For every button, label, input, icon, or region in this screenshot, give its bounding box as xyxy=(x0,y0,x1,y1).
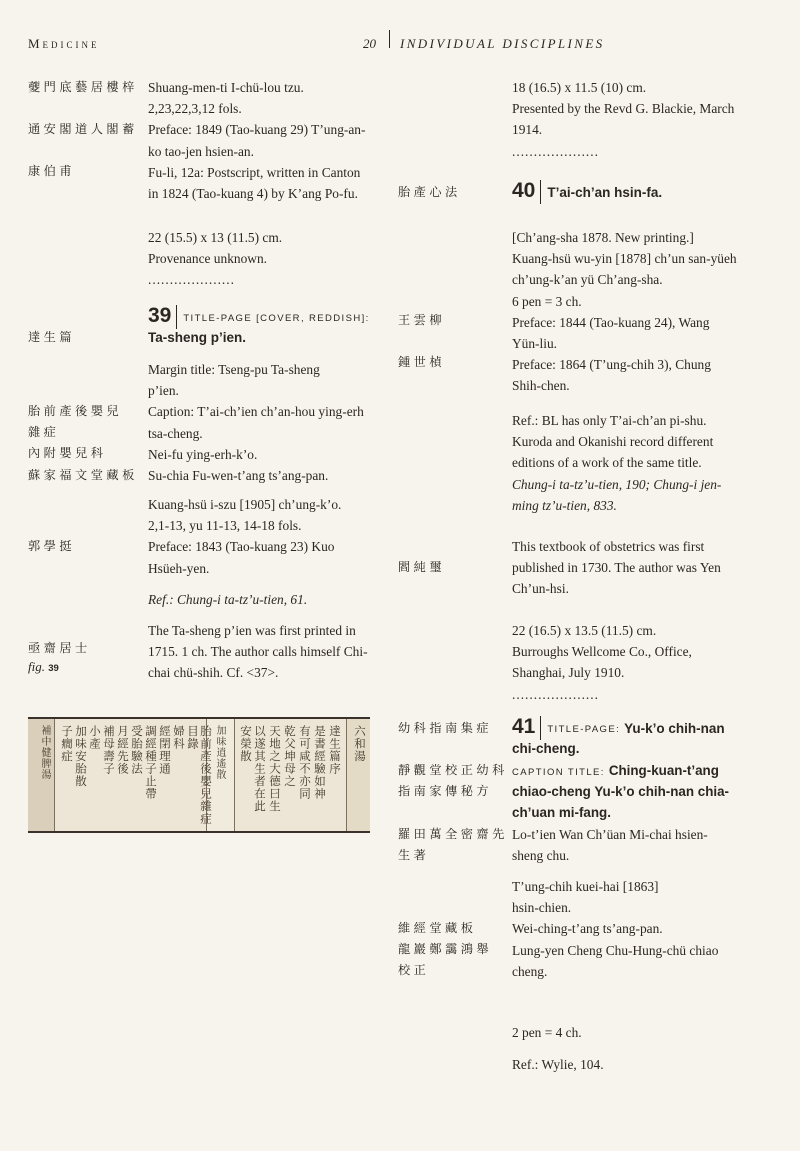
separator-dots: .................... xyxy=(148,272,235,288)
plate-column: 胎前產後嬰兒雜症目錄 xyxy=(186,725,213,825)
plate-column: 以遂其生者在此 xyxy=(253,725,267,813)
entry-tag: TITLE-PAGE: xyxy=(547,724,621,735)
text-line: ch’ung-k’an yü Ch’ang-sha. xyxy=(512,272,663,288)
cjk-line: 羅田萬全密齋先 xyxy=(398,827,508,841)
text-line: hsin-chien. xyxy=(512,900,572,916)
plate-column: 子癇症 xyxy=(60,725,74,763)
entry-number: 39 xyxy=(148,305,177,329)
cjk-line: 維經堂藏板 xyxy=(398,921,477,935)
figure-39-plate xyxy=(28,717,370,833)
cjk-line: 生著 xyxy=(398,848,430,863)
text-line: 18 (16.5) x 11.5 (10) cm. xyxy=(512,80,647,95)
cjk-line: 指南家傳秘方 xyxy=(398,784,493,799)
text-line: Wei-ching-t’ang ts’ang-pan. xyxy=(512,921,663,937)
text-line: 6 pen = 3 ch. xyxy=(512,293,582,309)
text-line: This textbook of obstetrics was first xyxy=(512,539,705,554)
entry-39-note xyxy=(148,620,373,684)
cjk-caption xyxy=(398,760,508,802)
plate-column: 加味逍遙散 xyxy=(214,725,225,780)
cjk-line: 內附嬰兒科 xyxy=(28,446,107,461)
text-line: Chung-i ta-tz’u-tien, 190; Chung-i jen- xyxy=(512,476,722,492)
plate-rule xyxy=(234,719,235,831)
cjk-line: 蘇家福文堂藏板 xyxy=(28,467,138,482)
plate-column: 天地之大德曰生 xyxy=(268,725,282,813)
cjk-wang: 王雲柳 xyxy=(398,313,446,327)
text-line: Kuroda and Okanishi record different xyxy=(512,434,714,450)
text-line: Lo-t’ien Wan Ch’üan Mi-chai hsien- xyxy=(512,827,708,842)
text-line: 2,1-13, yu 11-13, 14-18 fols. xyxy=(148,518,302,534)
text-line: cheng. xyxy=(512,963,548,979)
text-line: Ref.: BL has only T’ai-ch’an pi-shu. xyxy=(512,413,707,428)
text-line: Fu-li, 12a: Postscript, written in Canton xyxy=(148,164,361,180)
fig-label-text: fig. xyxy=(28,659,45,674)
entry-40-meta xyxy=(512,620,787,705)
cjk-yen: 閻純璽 xyxy=(398,560,446,574)
plate-column: 安榮散 xyxy=(239,725,253,763)
cjk-line: 龍巖鄭靄鴻舉 xyxy=(398,942,493,957)
entry-41-edition xyxy=(512,876,787,982)
text-line: tsa-cheng. xyxy=(148,425,203,441)
text-line: Preface: 1849 (Tao-kuang 29) T’ung-an- xyxy=(148,122,366,138)
cjk-entry1 xyxy=(28,77,138,183)
text-line: Yün-liu. xyxy=(512,336,558,352)
cjk-line: 胎前產後嬰兒 xyxy=(28,404,123,418)
text-line: Ch’un-hsi. xyxy=(512,581,569,597)
text-line: chai chü-shih. Cf. <37>. xyxy=(148,665,279,681)
text-line: Preface: 1864 (T’ung-chih 3), Chung xyxy=(512,357,711,373)
text-line: sheng chu. xyxy=(512,848,570,864)
entry-1-meta xyxy=(148,227,373,291)
cjk-line: 䕫門底藝居樓梓 xyxy=(28,80,138,94)
figure-label xyxy=(28,659,59,675)
text-line: Preface: 1844 (Tao-kuang 24), Wang xyxy=(512,314,710,330)
plate-column: 達生篇序 xyxy=(328,725,342,775)
plate-column: 調經種子止帶 xyxy=(144,725,158,800)
text-line: T’ung-chih kuei-hai [1863] xyxy=(512,879,659,894)
plate-column: 是書經驗如神 xyxy=(313,725,327,800)
page-number: 20 xyxy=(363,36,376,51)
entry-39-title: Ta-sheng p’ien. xyxy=(148,330,247,345)
cjk-entry39-group xyxy=(28,401,138,486)
cjk-lo xyxy=(398,824,508,866)
fig-number: 39 xyxy=(48,663,59,674)
text-line: Preface: 1843 (Tao-kuang 23) Kuo xyxy=(148,539,335,555)
text-line: Presented by the Revd G. Blackie, March xyxy=(512,101,735,117)
entry-number: 40 xyxy=(512,180,541,204)
text-line: 1914. xyxy=(512,122,543,138)
entry-41-title-cont: chi-cheng. xyxy=(512,741,580,756)
text-line: editions of a work of the same title. xyxy=(512,455,702,471)
plate-column: 受胎驗法 xyxy=(130,725,144,775)
plate-rule xyxy=(346,719,347,831)
header-divider xyxy=(389,30,390,48)
text-line: Kuang-hsü i-szu [1905] ch’ung-k’o. xyxy=(148,497,342,512)
cjk-entry41-title: 幼科指南集症 xyxy=(398,721,493,735)
plate-column: 經閉理通 xyxy=(158,725,172,775)
text-line: published in 1730. The author was Yen xyxy=(512,560,721,576)
entry-41-author xyxy=(512,824,787,866)
entry-title: Yu-k’o chih-nan xyxy=(624,721,725,736)
cjk-entry40-title: 胎產心法 xyxy=(398,185,461,199)
caption-title: chiao-cheng Yu-k’o chih-nan chia- xyxy=(512,784,730,800)
cjk-line: 康伯甫 xyxy=(28,164,76,179)
plate-column: 小產 xyxy=(88,725,102,750)
text-line: The Ta-sheng p’ien was first printed in xyxy=(148,623,356,638)
cjk-line: 雜症 xyxy=(28,425,60,440)
entry-39-header xyxy=(148,305,370,329)
entry-39-edition xyxy=(148,494,373,579)
dimensions: 22 (16.5) x 13.5 (11.5) cm. xyxy=(512,623,657,638)
entry-40-note xyxy=(512,536,787,600)
text-line: Shuang-men-ti I-chü-lou tzu. xyxy=(148,80,304,95)
cjk-wei xyxy=(398,918,492,982)
entry-40-header xyxy=(512,180,662,204)
text-line: Lung-yen Cheng Chu-Hung-chü chiao xyxy=(512,942,719,958)
cjk-line: 通安閣道人閣蓄 xyxy=(28,122,138,137)
dimensions: 22 (15.5) x 13 (11.5) cm. xyxy=(148,230,283,245)
caption-title: ch’uan mi-fang. xyxy=(512,805,611,821)
running-header-left: Medicine xyxy=(28,36,100,51)
plate-column: 補母壽子 xyxy=(102,725,116,775)
entry-41-pen: 2 pen = 4 ch. xyxy=(512,1025,582,1040)
cjk-chung: 鍾世楨 xyxy=(398,355,446,369)
entry-title: T’ai-ch’an hsin-fa. xyxy=(547,185,663,200)
text-line: Kuang-hsü wu-yin [1878] ch’un san-yüeh xyxy=(512,251,737,267)
entry-tag: TITLE-PAGE [COVER, REDDISH]: xyxy=(183,313,370,324)
text-line: Caption: T’ai-ch’ien ch’an-hou ying-erh xyxy=(148,404,364,420)
text-line: Nei-fu ying-erh-k’o. xyxy=(148,446,258,462)
entry-number: 41 xyxy=(512,716,541,740)
text-line: Su-chia Fu-wen-t’ang ts’ang-pan. xyxy=(148,468,329,484)
plate-column: 有可咸不亦同 xyxy=(298,725,312,800)
cjk-chi: 亟齋居士 xyxy=(28,641,91,655)
caption-title: Ching-kuan-t’ang xyxy=(608,763,719,778)
provenance: Burroughs Wellcome Co., Office, xyxy=(512,644,692,660)
caption-tag: CAPTION TITLE: xyxy=(512,767,605,778)
entry-40-details xyxy=(512,227,787,397)
text-line: [Ch’ang-sha 1878. New printing.] xyxy=(512,230,694,245)
text-line: ming tz’u-tien, 833. xyxy=(512,497,617,513)
cjk-entry39-title: 達生篇 xyxy=(28,330,76,344)
text-line: Shih-chen. xyxy=(512,378,570,394)
entry-1-text xyxy=(148,77,373,204)
entry-39-tail xyxy=(512,77,782,162)
separator-dots: .................... xyxy=(512,143,599,159)
plate-column: 加味安胎散 xyxy=(74,725,88,788)
text-line: ko tao-jen hsien-an. xyxy=(148,143,254,159)
cjk-line: 校正 xyxy=(398,963,430,978)
entry-41-caption xyxy=(512,760,787,824)
plate-column: 補中健脾湯 xyxy=(39,725,50,780)
cjk-kuo: 郭學挺 xyxy=(28,539,76,553)
text-line: 2,23,22,3,12 fols. xyxy=(148,101,242,117)
cjk-line: 靜觀堂校正幼科 xyxy=(398,763,508,777)
plate-column: 婦科 xyxy=(172,725,186,750)
running-header-right: INDIVIDUAL DISCIPLINES xyxy=(400,36,605,51)
entry-39-captions xyxy=(148,359,373,486)
provenance: Provenance unknown. xyxy=(148,251,267,267)
text-line: p’ien. xyxy=(148,383,179,399)
provenance: Shanghai, July 1910. xyxy=(512,665,625,681)
plate-column: 乾父坤母之 xyxy=(283,725,297,788)
entry-41-header xyxy=(512,716,725,740)
separator-dots: .................... xyxy=(512,686,599,702)
text-line: in 1824 (Tao-kuang 4) by K’ang Po-fu. xyxy=(148,186,358,202)
entry-40-ref xyxy=(512,410,787,516)
plate-rule xyxy=(54,719,55,831)
text-line: 1715. 1 ch. The author calls himself Chi- xyxy=(148,644,368,660)
plate-column: 月經先後 xyxy=(116,725,130,775)
entry-41-ref: Ref.: Wylie, 104. xyxy=(512,1057,604,1072)
plate-column: 六和湯 xyxy=(353,725,367,763)
text-line: Hsüeh-yen. xyxy=(148,560,210,576)
entry-39-ref: Ref.: Chung-i ta-tz’u-tien, 61. xyxy=(148,592,308,607)
text-line: Margin title: Tseng-pu Ta-sheng xyxy=(148,362,320,377)
